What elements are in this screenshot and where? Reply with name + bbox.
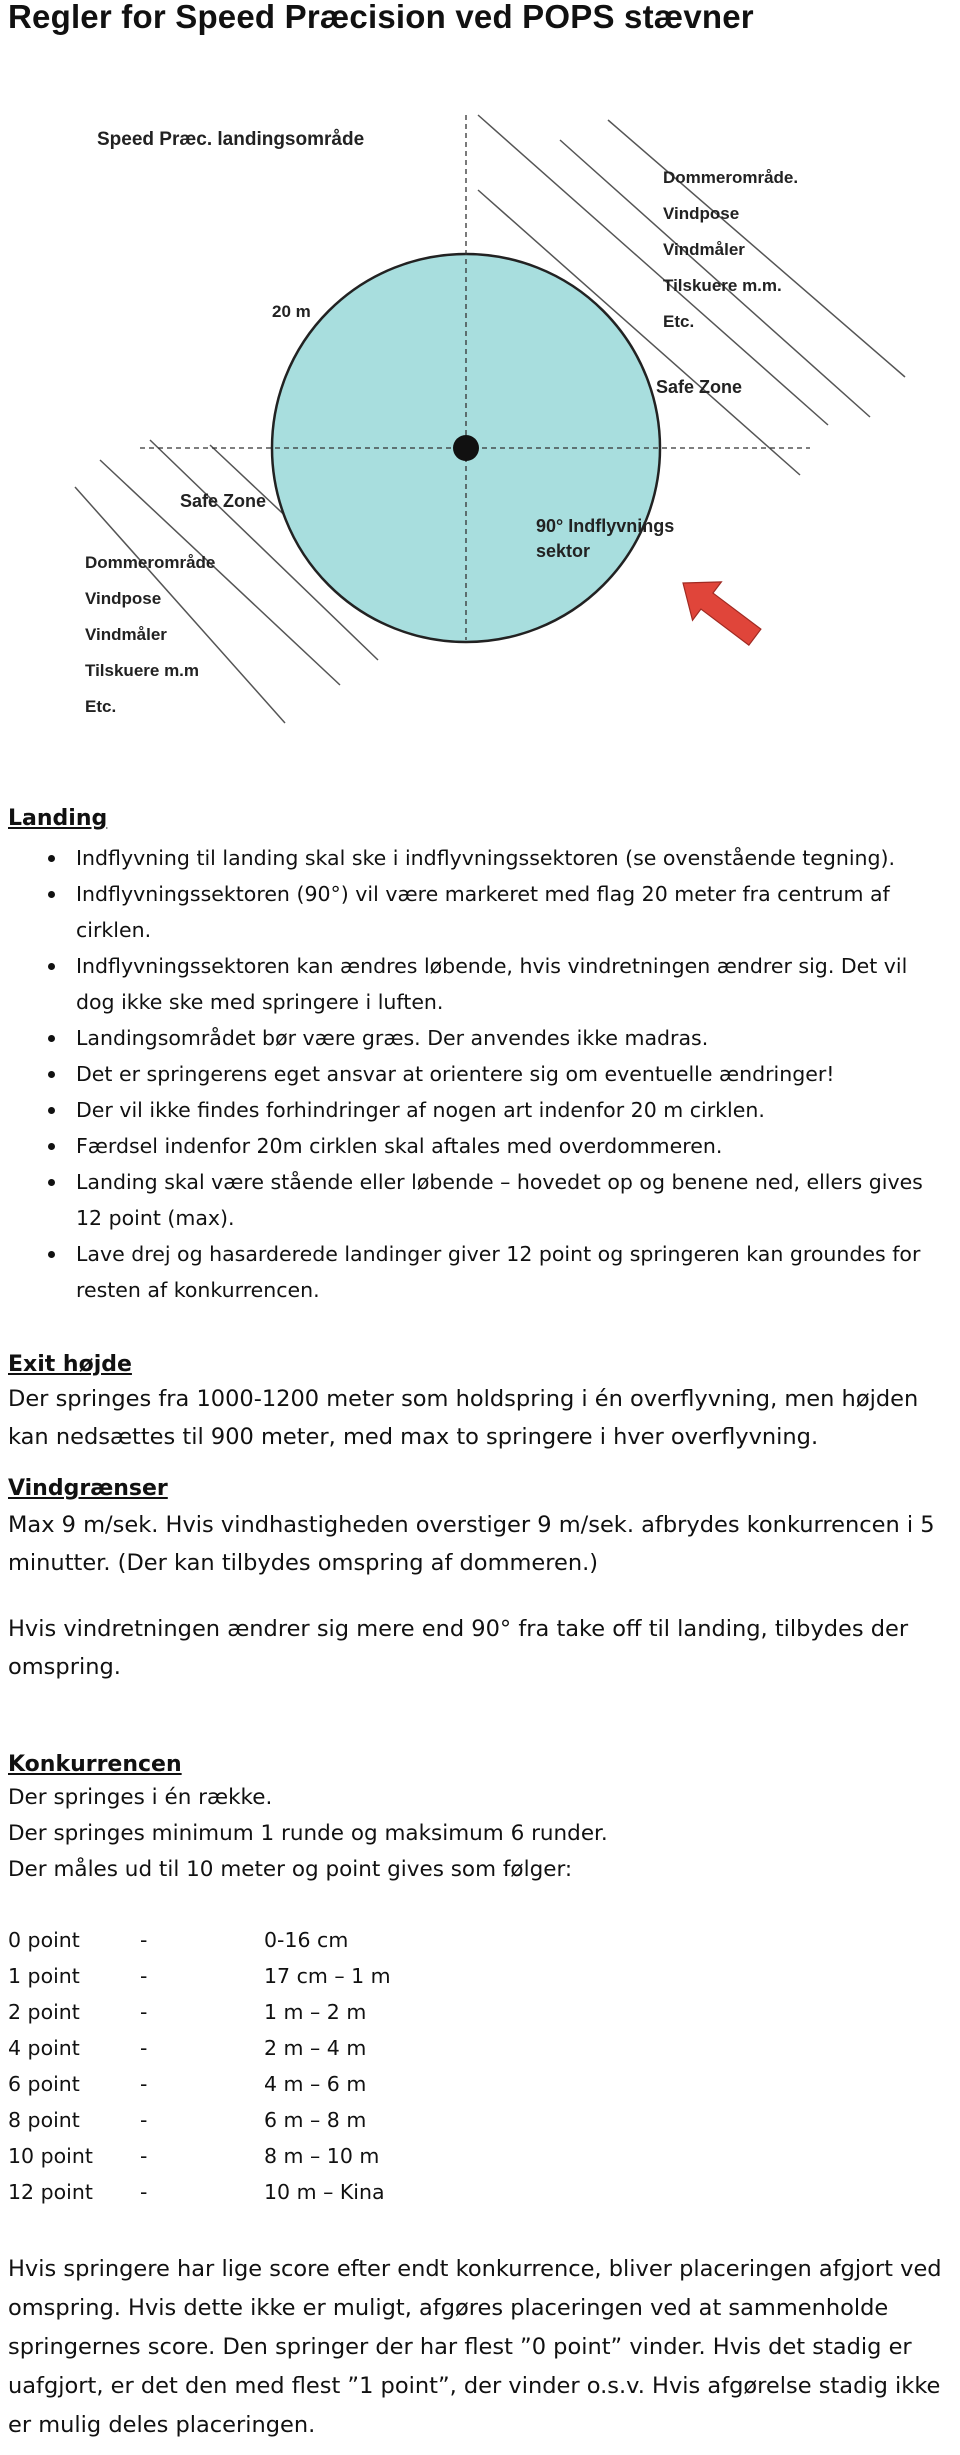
judge-area-right-4: Tilskuere m.m. xyxy=(663,276,782,295)
landing-item: Landing skal være stående eller løbende – hovedet op og benene ned, ellers gives 12 point (max). xyxy=(8,1164,952,1236)
dash-cell: - xyxy=(140,2144,148,2168)
dash-cell: - xyxy=(140,2072,148,2096)
landing-list xyxy=(8,840,952,1308)
range-cell: 0-16 cm xyxy=(264,1928,349,1952)
approach-arrow xyxy=(669,564,770,656)
table-row xyxy=(8,2066,391,2102)
judge-area-left-5: Etc. xyxy=(85,697,117,716)
competition-line: Der springes i én række. xyxy=(8,1785,273,1810)
judge-area-left-4: Tilskuere m.m xyxy=(85,661,200,680)
table-row xyxy=(8,1994,391,2030)
landing-area-diagram xyxy=(0,95,960,745)
landing-item: Indflyvningssektoren kan ændres løbende, hvis vindretningen ændrer sig. Det vil dog ikke ske med springere i luften. xyxy=(8,948,952,1020)
table-row xyxy=(8,1958,391,1994)
wind-text-2: Hvis vindretningen ændrer sig mere end 90° fra take off til landing, tilbydes der omspring. xyxy=(8,1616,909,1680)
dash-cell: - xyxy=(140,2036,148,2060)
sector-label-1: 90° Indflyvnings xyxy=(536,516,675,536)
tie-break-text: Hvis springere har lige score efter endt konkurrence, bliver placeringen afgjort ved omspring. Hvis dette ikke er muligt, afgøres placeringen ved at sammenholde springernes score. Den springer der har flest ”0 point” vinder. Hvis det stadig er uafgjort, er det den med flest ”1 point”, der vinder o.s.v. Hvis afgørelse stadig ikke er mulig deles placeringen. xyxy=(8,2256,942,2438)
radius-label: 20 m xyxy=(272,302,311,321)
exit-text: Der springes fra 1000-1200 meter som holdspring i én overflyvning, men højden kan nedsættes til 900 meter, med max to springere i hver overflyvning. xyxy=(8,1386,919,1450)
judge-area-left-3: Vindmåler xyxy=(85,625,167,644)
wind-section xyxy=(8,1474,952,1686)
wind-heading: Vindgrænser xyxy=(8,1476,168,1501)
judge-area-right-2: Vindpose xyxy=(663,204,740,223)
safe-zone-left: Safe Zone xyxy=(180,491,267,511)
landing-item: Der vil ikke findes forhindringer af nogen art indenfor 20 m cirklen. xyxy=(8,1092,952,1128)
judge-area-right-5: Etc. xyxy=(663,312,695,331)
competition-line: Der springes minimum 1 runde og maksimum 6 runder. xyxy=(8,1821,608,1846)
landing-item: Lave drej og hasarderede landinger giver 12 point og springeren kan groundes for resten af konkurrencen. xyxy=(8,1236,952,1308)
range-cell: 1 m – 2 m xyxy=(264,2000,367,2024)
center-dot xyxy=(453,435,479,461)
dash-cell: - xyxy=(140,2000,148,2024)
dash-cell: - xyxy=(140,2180,148,2204)
landing-item: Færdsel indenfor 20m cirklen skal aftales med overdommeren. xyxy=(8,1128,952,1164)
exit-heading: Exit højde xyxy=(8,1352,132,1377)
safe-zone-right: Safe Zone xyxy=(656,377,743,397)
range-cell: 8 m – 10 m xyxy=(264,2144,380,2168)
points-cell: 12 point xyxy=(8,2180,93,2204)
wind-text: Max 9 m/sek. Hvis vindhastigheden overstiger 9 m/sek. afbrydes konkurrencen i 5 minutter. (Der kan tilbydes omspring af dommeren.) xyxy=(8,1512,935,1576)
range-cell: 6 m – 8 m xyxy=(264,2108,367,2132)
exit-section xyxy=(8,1350,952,1456)
diagram-header: Speed Præc. landingsområde xyxy=(97,129,365,150)
table-row xyxy=(8,2030,391,2066)
table-row xyxy=(8,2102,391,2138)
points-cell: 4 point xyxy=(8,2036,80,2060)
points-cell: 8 point xyxy=(8,2108,80,2132)
points-table xyxy=(8,1922,391,2210)
dash-cell: - xyxy=(140,1928,148,1952)
landing-item: Landingsområdet bør være græs. Der anvendes ikke madras. xyxy=(8,1020,952,1056)
dash-cell: - xyxy=(140,1964,148,1988)
range-cell: 4 m – 6 m xyxy=(264,2072,367,2096)
range-cell: 17 cm – 1 m xyxy=(264,1964,391,1988)
points-cell: 6 point xyxy=(8,2072,80,2096)
points-cell: 0 point xyxy=(8,1928,80,1952)
competition-heading: Konkurrencen xyxy=(8,1752,182,1777)
range-cell: 2 m – 4 m xyxy=(264,2036,367,2060)
points-cell: 2 point xyxy=(8,2000,80,2024)
points-cell: 10 point xyxy=(8,2144,93,2168)
sector-label-2: sektor xyxy=(536,541,591,561)
competition-section xyxy=(8,1750,952,2445)
judge-area-left-1: Dommerområde xyxy=(85,553,216,572)
page-title: Regler for Speed Præcision ved POPS stævner xyxy=(8,0,754,35)
table-row xyxy=(8,2138,391,2174)
landing-item: Det er springerens eget ansvar at orientere sig om eventuelle ændringer! xyxy=(8,1056,952,1092)
table-row xyxy=(8,2174,391,2210)
range-cell: 10 m – Kina xyxy=(264,2180,385,2204)
table-row xyxy=(8,1922,391,1958)
judge-area-right-3: Vindmåler xyxy=(663,240,745,259)
points-cell: 1 point xyxy=(8,1964,80,1988)
landing-section xyxy=(8,804,952,1308)
competition-line: Der måles ud til 10 meter og point gives som følger: xyxy=(8,1857,573,1882)
landing-heading: Landing xyxy=(8,806,108,831)
dash-cell: - xyxy=(140,2108,148,2132)
landing-item: Indflyvning til landing skal ske i indflyvningssektoren (se ovenstående tegning). xyxy=(8,840,952,876)
judge-area-left-2: Vindpose xyxy=(85,589,162,608)
landing-item: Indflyvningssektoren (90°) vil være markeret med flag 20 meter fra centrum af cirklen. xyxy=(8,876,952,948)
judge-area-right-1: Dommerområde. xyxy=(663,168,799,187)
